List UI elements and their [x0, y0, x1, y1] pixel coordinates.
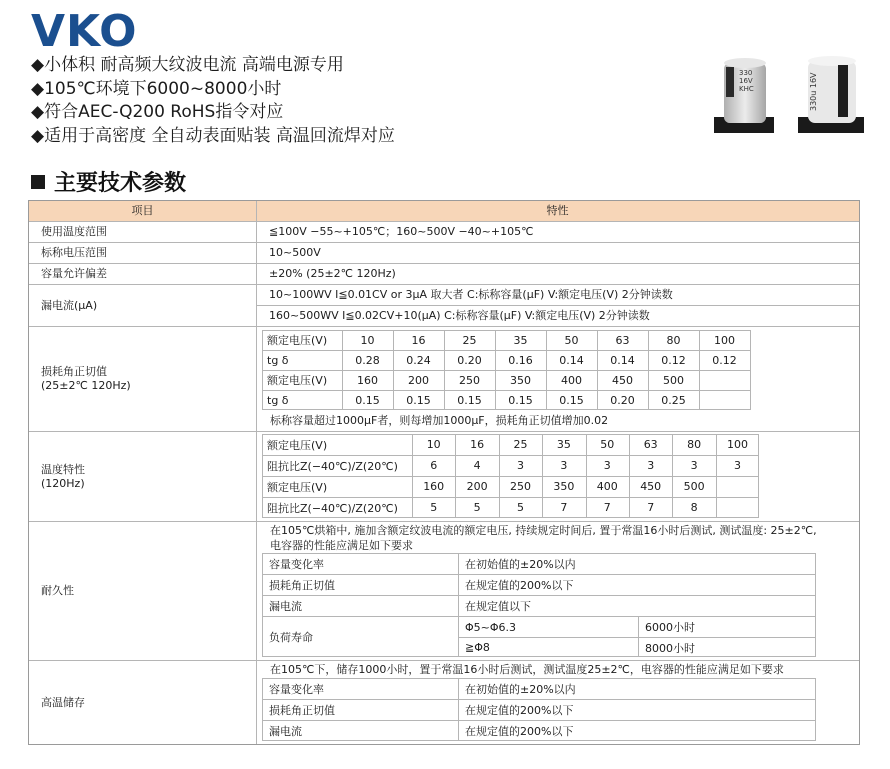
- param-value: [716, 476, 759, 497]
- param-value: 7: [647, 501, 655, 514]
- endurance-label: 耐久性: [41, 584, 74, 598]
- cap-tolerance-label: 容量允许偏差: [41, 267, 107, 281]
- grid-line: [458, 553, 459, 657]
- param-value: 160: [357, 373, 378, 387]
- param-value: 0.28: [355, 353, 380, 367]
- param-label: 阻抗比Z(−40℃)/Z(20℃): [267, 459, 398, 473]
- tan-delta-label-line-1: 损耗角正切值: [41, 365, 107, 379]
- param-value: 7: [603, 501, 611, 514]
- param-value: 63: [643, 438, 658, 451]
- cap1-print-2: 16V: [739, 77, 753, 85]
- param-value: [699, 390, 750, 410]
- section-title-text: 主要技术参数: [54, 171, 187, 196]
- leakage-label: 漏电流(μA): [41, 298, 98, 312]
- param-value: 0.12: [661, 353, 686, 367]
- grid-line: [638, 616, 639, 657]
- param-value: 8: [690, 501, 698, 514]
- param-value: 100: [726, 438, 748, 451]
- param-value: 450: [612, 373, 633, 387]
- param-value: 0.16: [508, 353, 533, 367]
- param-value: 6: [430, 459, 438, 472]
- feature-item: ◆适用于高密度 全自动表面贴装 高温回流焊对应: [31, 125, 395, 146]
- param-value: 100: [714, 333, 735, 347]
- param-value: 0.15: [559, 393, 584, 407]
- grid-line: [458, 678, 459, 741]
- param-value: 250: [509, 480, 531, 493]
- param-value: 5: [516, 501, 524, 514]
- voltage-range-value: 10~500V: [269, 246, 321, 260]
- cap-tolerance-value: ±20% (25±2℃ 120Hz): [269, 267, 396, 281]
- leakage-line-1: 10~100WV I≦0.01CV or 3μA 取大者 C:标称容量(μF) V:额定电压(V) 2分钟读数: [269, 288, 673, 302]
- param-label: 额定电压(V): [267, 374, 328, 387]
- param-value: 10: [426, 438, 441, 451]
- param-label: tg δ: [267, 393, 289, 407]
- param-value: 500: [663, 373, 684, 387]
- param-value: 0.14: [610, 353, 635, 367]
- param-label: 额定电压(V): [267, 438, 328, 452]
- param-value: 0.15: [457, 393, 482, 407]
- capacitor-front-image: [714, 58, 774, 133]
- cap1-print-1: 330: [739, 69, 753, 77]
- param-label: 额定电压(V): [267, 334, 328, 347]
- feature-item: ◆105℃环境下6000~8000小时: [31, 78, 282, 99]
- param-value: 160: [423, 480, 445, 493]
- param-value: 350: [510, 373, 531, 387]
- temp-char-label-line-2: (120Hz): [41, 476, 85, 490]
- param-value: 63: [615, 333, 630, 347]
- param-value: 3: [603, 459, 611, 472]
- feature-item: ◆符合AEC-Q200 RoHS指令对应: [31, 102, 284, 122]
- param-value: 200: [408, 373, 429, 387]
- param-label: 额定电压(V): [267, 480, 328, 494]
- param-label: 阻抗比Z(−40℃)/Z(20℃): [267, 501, 398, 515]
- param-value: 200: [466, 480, 488, 493]
- param-value: 5: [473, 501, 481, 514]
- load-life-hours: 8000小时: [645, 641, 695, 655]
- endurance-item-value: 在规定值的200%以下: [465, 579, 574, 592]
- brand-logo: VKO: [31, 6, 138, 57]
- param-value: 0.14: [559, 353, 584, 367]
- param-value: 0.15: [406, 393, 431, 407]
- param-value: 3: [647, 459, 655, 472]
- leakage-line-2: 160~500WV I≦0.02CV+10(μA) C:标称容量(μF) V:额定电压(V) 2分钟读数: [269, 309, 650, 323]
- temp-range-value: ≦100V −55~+105℃；160~500V −40~+105℃: [269, 225, 534, 239]
- temp-char-label-line-1: 温度特性: [41, 462, 85, 476]
- param-value: 16: [411, 333, 426, 347]
- param-label: tg δ: [267, 353, 289, 367]
- param-value: 0.25: [661, 393, 686, 407]
- param-value: 400: [596, 480, 618, 493]
- cap2-print: 330u 16V: [809, 72, 818, 111]
- storage-item-value: 在规定值的200%以下: [465, 725, 574, 738]
- storage-item-name: 容量变化率: [269, 683, 324, 696]
- param-value: 5: [430, 501, 438, 514]
- feature-list: [31, 54, 395, 148]
- endurance-desc-line-1: 在105℃烘箱中, 施加含额定纹波电流的额定电压, 持续规定时间后, 置于常温16小时后测试, 测试温度: 25±2℃,: [270, 524, 817, 537]
- capacitor-side-image: [798, 56, 864, 133]
- endurance-item-name: 容量变化率: [269, 558, 324, 571]
- param-value: 3: [560, 459, 568, 472]
- tan-delta-note: 标称容量超过1000μF者，则每增加1000μF，损耗角正切值增加0.02: [270, 414, 609, 427]
- param-value: 0.15: [508, 393, 533, 407]
- param-value: 0.20: [457, 353, 482, 367]
- header-item: 项目: [29, 201, 256, 221]
- param-value: 250: [459, 373, 480, 387]
- param-value: 50: [600, 438, 615, 451]
- param-value: 7: [560, 501, 568, 514]
- param-value: 3: [516, 459, 524, 472]
- storage-desc: 在105℃下，储存1000小时，置于常温16小时后测试，测试温度25±2℃，电容器的性能应满足如下要求: [270, 663, 784, 676]
- endurance-item-name: 漏电流: [269, 600, 302, 613]
- param-value: 0.12: [712, 353, 737, 367]
- storage-label: 高温储存: [41, 695, 85, 709]
- endurance-desc-line-2: 电容器的性能应满足如下要求: [270, 539, 413, 552]
- temp-range-label: 使用温度范围: [41, 225, 107, 239]
- param-value: 80: [687, 438, 702, 451]
- param-value: 500: [683, 480, 705, 493]
- param-value: 80: [666, 333, 681, 347]
- load-life-label: 负荷寿命: [269, 631, 313, 644]
- param-value: 35: [513, 333, 528, 347]
- param-value: 400: [561, 373, 582, 387]
- param-value: 0.15: [355, 393, 380, 407]
- param-value: 450: [640, 480, 662, 493]
- param-value: 3: [733, 459, 741, 472]
- param-value: [699, 370, 750, 390]
- param-value: 4: [473, 459, 481, 472]
- tan-delta-label: [29, 327, 256, 431]
- feature-item: ◆小体积 耐高频大纹波电流 高端电源专用: [31, 55, 344, 75]
- endurance-item-name: 损耗角正切值: [269, 579, 335, 592]
- param-value: 35: [556, 438, 571, 451]
- load-life-size: Φ5~Φ6.3: [465, 620, 517, 634]
- param-value: 0.20: [610, 393, 635, 407]
- spec-table: [28, 200, 860, 745]
- param-value: 350: [553, 480, 575, 493]
- param-value: 16: [470, 438, 485, 451]
- load-life-size: ≧Φ8: [465, 641, 490, 654]
- param-value: 0.24: [406, 353, 431, 367]
- capacitor-product-image: [712, 53, 872, 143]
- storage-item-name: 漏电流: [269, 725, 302, 738]
- param-value: 50: [564, 333, 579, 347]
- section-title: [31, 166, 186, 197]
- storage-item-value: 在初始值的±20%以内: [465, 683, 576, 696]
- param-value: 25: [513, 438, 528, 451]
- param-value: 10: [360, 333, 375, 347]
- param-value: [716, 497, 759, 518]
- load-life-hours: 6000小时: [645, 621, 695, 634]
- voltage-range-label: 标称电压范围: [41, 246, 107, 260]
- param-value: 3: [690, 459, 698, 472]
- temp-char-label: [29, 432, 256, 521]
- endurance-item-value: 在初始值的±20%以内: [465, 558, 576, 571]
- endurance-item-value: 在规定值以下: [465, 600, 531, 613]
- cap1-print-3: KHC: [739, 85, 754, 93]
- storage-item-value: 在规定值的200%以下: [465, 704, 574, 717]
- param-value: 25: [462, 333, 477, 347]
- storage-item-name: 损耗角正切值: [269, 704, 335, 717]
- header-spec: 特性: [256, 201, 859, 221]
- square-bullet-icon: [31, 175, 45, 189]
- tan-delta-label-line-2: (25±2℃ 120Hz): [41, 379, 131, 392]
